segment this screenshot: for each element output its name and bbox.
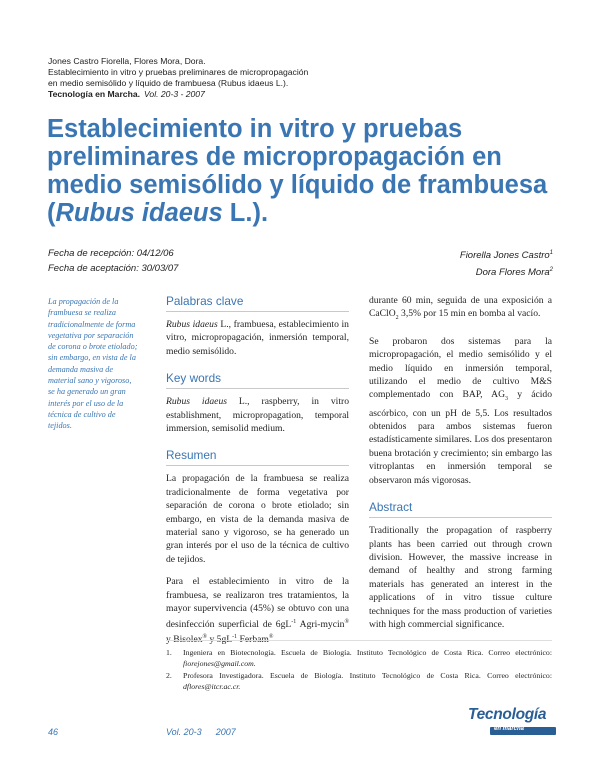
palabras-clave-heading: Palabras clave bbox=[166, 294, 349, 312]
key-words-heading: Key words bbox=[166, 371, 349, 389]
title-main: Establecimiento in vitro y pruebas preliminares de micropropagación en medio semisólido y líquido de frambuesa ( bbox=[47, 115, 548, 227]
resumen-paragraph-1: La propagación de la frambuesa se realiza tradicionalmente de forma vegetativa por separación de corona o brote etiolado; sin embargo, en vista de la demanda masiva de material sano y vigoroso, se ha generado un gran interés por el uso de la técnica de cultivo de tejidos. bbox=[166, 473, 349, 565]
species-name: Rubus idaeus bbox=[166, 319, 218, 330]
journal-logo bbox=[468, 706, 558, 742]
key-words-text: Rubus idaeus L., raspberry, in vitro establishment, micropropagation, temporal immersion, semisolid medium. bbox=[166, 396, 349, 435]
author-name: Fiorella Jones Castro bbox=[459, 250, 550, 262]
citation-title-line-2: en medio semisólido y líquido de frambuesa (Rubus idaeus L.). bbox=[48, 78, 289, 88]
journal-volume: Vol. 20-3 - 2007 bbox=[144, 89, 205, 99]
title-tail: L.). bbox=[222, 199, 269, 227]
resumen-paragraph-2: Para el establecimiento in vitro de la frambuesa, se realizaron tres tratamientos, la mayor supervivencia (45%) se obtuvo con una desinfección superficial de $6gL^{-1}$ Agri-mycin® y Bisolex® y $5gL^{-1}$ Ferbam® bbox=[166, 576, 349, 646]
footnotes bbox=[166, 648, 552, 694]
resumen-heading: Resumen bbox=[166, 448, 349, 466]
citation-header bbox=[48, 56, 308, 100]
footnote-1: 1. Ingeniera en Biotecnología. Escuela de Biología. Instituto Tecnológico de Costa Rica. Correo electrónico: fiorejones@gmail.com. bbox=[166, 648, 552, 668]
accepted-date: Fecha de aceptación: 30/03/07 bbox=[48, 263, 179, 274]
citation-title-line-1: Establecimiento in vitro y pruebas preliminares de micropropagación bbox=[48, 67, 309, 77]
column-right bbox=[369, 294, 552, 631]
author-mark: 1 bbox=[549, 250, 553, 256]
citation-journal bbox=[48, 89, 308, 100]
author-mark: 2 bbox=[549, 267, 553, 274]
title-species: Rubus idaeus bbox=[55, 199, 223, 227]
footer-year: 2007 bbox=[215, 727, 236, 737]
journal-name: Tecnología en Marcha. bbox=[48, 89, 141, 99]
logo-subtitle: en marcha bbox=[494, 726, 525, 732]
abstract-heading: Abstract bbox=[369, 500, 552, 518]
body-paragraph-continued: durante 60 min, seguida de una exposición a CaClO$_2$ 3,5% por 15 min en bomba al vacío. bbox=[369, 295, 552, 322]
column-left bbox=[166, 294, 349, 647]
footer-volume: Vol. 20-3 2007 bbox=[166, 727, 236, 737]
author-name: Dora Flores Mora bbox=[475, 267, 550, 279]
species-name: Rubus idaeus bbox=[166, 396, 227, 408]
logo-wordmark: Tecnología bbox=[468, 706, 547, 723]
body-paragraph-systems: Se probaron dos sistemas para la micropropagación, el medio semisólido y el medio líquido en inmersión temporal, utilizando el medio de cultivo M&S complementado con BAP, $AG_3$ y ácido ascórbico, con un pH de 5,5. Los resultados obtenidos para ambos sistemas fueron estadísticamente similares. Los dos presentaron buena brotación y crecimiento; sin embargo las vitroplantas en inmersión temporal se observaron más vigorosas. bbox=[369, 335, 552, 486]
article-dates bbox=[48, 246, 178, 276]
footnote-divider bbox=[166, 640, 552, 641]
footnote-2: 2. Profesora Investigadora. Escuela de Biología. Instituto Tecnológico de Costa Rica. Correo electrónico: dflores@itcr.ac.cr. bbox=[166, 671, 552, 691]
footnote-number: 1. bbox=[166, 648, 172, 657]
received-date: Fecha de recepción: 04/12/06 bbox=[48, 248, 174, 259]
author-1 bbox=[460, 246, 553, 263]
footnote-email[interactable]: fiorejones@gmail.com. bbox=[183, 658, 256, 668]
author-list bbox=[460, 246, 553, 280]
citation-authors: Jones Castro Fiorella, Flores Mora, Dora. bbox=[48, 56, 206, 66]
page-number: 46 bbox=[48, 727, 59, 737]
footnote-email[interactable]: dflores@itcr.ac.cr. bbox=[183, 681, 241, 691]
pull-quote: La propagación de la frambuesa se realiza tradicionalmente de forma vegetativa por separación de corona o brote etiolado; sin embargo, en vista de la demanda masiva de material sano y vigoroso, se ha generado un gran interés por el uso de la técnica de cultivo de tejidos. bbox=[48, 297, 138, 431]
palabras-clave-text: Rubus idaeus L., frambuesa, establecimiento in vitro, micropropagación, inmersión temporal, medio semisólido. bbox=[166, 319, 349, 357]
footnote-number: 2. bbox=[166, 671, 172, 681]
author-2 bbox=[460, 263, 553, 280]
abstract-text: Traditionally the propagation of raspberry plants has been carried out through crown division. However, the massive increase in demand of healthy and strong farming materials has generated an interest in the applications of in vitro tissue culture techniques for the mass production of varieties with high commercial significance. bbox=[369, 525, 552, 630]
article-title bbox=[47, 115, 567, 227]
